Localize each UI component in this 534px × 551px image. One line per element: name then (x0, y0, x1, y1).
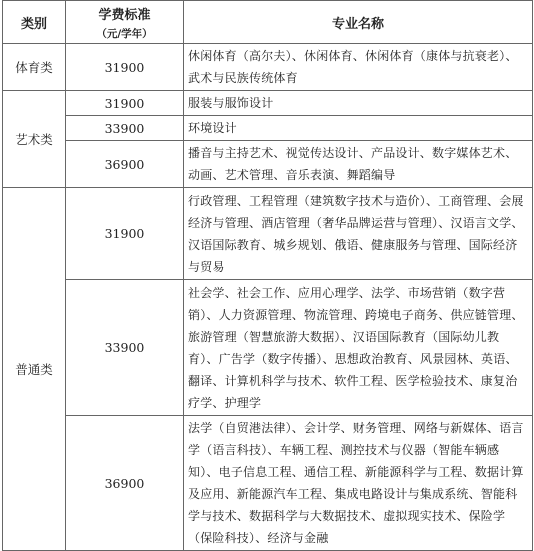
fee-cell: 31900 (66, 188, 184, 280)
category-cell: 艺术类 (3, 91, 66, 188)
majors-cell: 环境设计 (184, 116, 533, 141)
fee-cell: 36900 (66, 141, 184, 188)
category-cell: 普通类 (3, 188, 66, 551)
header-category: 类别 (3, 1, 66, 44)
majors-cell: 服装与服饰设计 (184, 91, 533, 116)
tuition-table (2, 0, 533, 551)
table-row (3, 116, 533, 141)
header-fee (66, 1, 184, 44)
table-row (3, 416, 533, 551)
table-row (3, 188, 533, 280)
table-header-row (3, 1, 533, 44)
fee-cell: 31900 (66, 91, 184, 116)
fee-cell: 36900 (66, 416, 184, 551)
fee-cell: 33900 (66, 280, 184, 416)
table-row (3, 280, 533, 416)
category-cell: 体育类 (3, 44, 66, 91)
majors-cell: 休闲体育（高尔夫）、休闲体育、休闲体育（康体与抗衰老）、武术与民族传统体育 (184, 44, 533, 91)
majors-cell: 社会学、社会工作、应用心理学、法学、市场营销（数字营销）、人力资源管理、物流管理、跨境电子商务、供应链管理、旅游管理（智慧旅游大数据）、汉语国际教育（国际幼儿教育）、广告学（数字传播）、思想政治教育、风景园林、英语、翻译、计算机科学与技术、软件工程、医学检验技术、康复治疗学、护理学 (184, 280, 533, 416)
majors-cell: 法学（自贸港法律）、会计学、财务管理、网络与新媒体、语言学（语言科技）、车辆工程、测控技术与仪器（智能车辆感知）、电子信息工程、通信工程、新能源科学与工程、数据计算及应用、新能源汽车工程、集成电路设计与集成系统、智能科学与技术、数据科学与大数据技术、虚拟现实技术、保险学（保险科技）、经济与金融 (184, 416, 533, 551)
table-row (3, 44, 533, 91)
header-fee-title: 学费标准 (98, 7, 151, 23)
fee-cell: 33900 (66, 116, 184, 141)
header-major: 专业名称 (184, 1, 533, 44)
fee-cell: 31900 (66, 44, 184, 91)
majors-cell: 行政管理、工程管理（建筑数字技术与造价）、工商管理、会展经济与管理、酒店管理（奢华品牌运营与管理）、汉语言文学、汉语国际教育、城乡规划、俄语、健康服务与管理、国际经济与贸易 (184, 188, 533, 280)
header-fee-unit: （元/学年） (96, 27, 153, 40)
table-row (3, 141, 533, 188)
table-row (3, 91, 533, 116)
majors-cell: 播音与主持艺术、视觉传达设计、产品设计、数字媒体艺术、动画、艺术管理、音乐表演、舞蹈编导 (184, 141, 533, 188)
